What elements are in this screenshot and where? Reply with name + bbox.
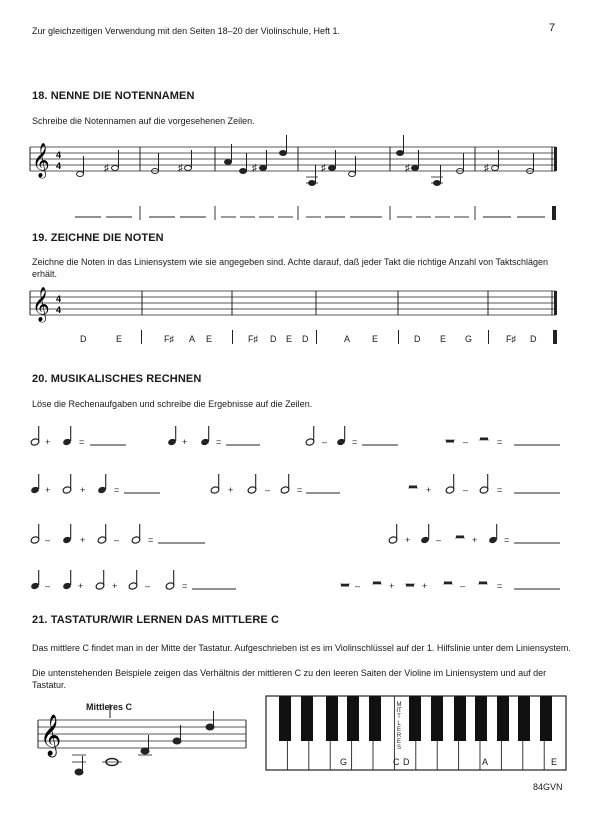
middle-c-staff	[0, 700, 260, 790]
key-label: C	[393, 757, 400, 767]
svg-text:=: =	[352, 437, 358, 447]
svg-text:–: –	[265, 485, 271, 495]
note-label: G	[465, 334, 473, 344]
svg-text:♯: ♯	[405, 163, 410, 174]
key-label: D	[403, 757, 410, 767]
section-21-paragraph-1: Das mittlere C findet man in der Mitte der Tastatur. Aufgeschrieben ist es im Violinschlüssel auf der 1. Hilfslinie unter dem Liniensystem.	[32, 643, 571, 653]
note-label: E	[440, 334, 447, 344]
piano-keyboard	[265, 695, 570, 773]
svg-text:–: –	[145, 581, 151, 591]
svg-text:♯: ♯	[252, 163, 257, 174]
key-label: G	[340, 757, 348, 767]
note-label: E	[372, 334, 379, 344]
svg-text:=: =	[182, 581, 188, 591]
note-label: E	[286, 334, 293, 344]
svg-text:=: =	[79, 437, 85, 447]
section-18-staff	[0, 130, 600, 225]
svg-text:–: –	[114, 535, 120, 545]
note-label: A	[344, 334, 351, 344]
svg-text:+: +	[182, 437, 188, 447]
svg-text:+: +	[472, 535, 478, 545]
svg-text:–: –	[460, 581, 466, 591]
middle-c-label: Mittleres C	[86, 702, 133, 712]
note-label: D	[270, 334, 277, 344]
svg-text:–: –	[436, 535, 442, 545]
svg-text:+: +	[389, 581, 395, 591]
note-label: F♯	[164, 334, 174, 344]
svg-text:+: +	[78, 581, 84, 591]
svg-text:–: –	[322, 437, 328, 447]
svg-text:–: –	[45, 535, 51, 545]
note-label: E	[116, 334, 123, 344]
section-18-title: 18. NENNE DIE NOTENNAMEN	[32, 90, 195, 102]
treble-clef-icon: 𝄞	[32, 288, 50, 321]
section-21-title: 21. TASTATUR/WIR LERNEN DAS MITTLERE C	[32, 614, 280, 626]
svg-text:+: +	[80, 485, 86, 495]
svg-text:4: 4	[56, 150, 62, 160]
footer-code: 84GVN	[533, 782, 563, 792]
note-label: D	[414, 334, 421, 344]
note-label: E	[206, 334, 213, 344]
svg-text:4: 4	[56, 161, 62, 171]
note-label: F♯	[248, 334, 258, 344]
svg-text:+: +	[80, 535, 86, 545]
section-20-instruction: Löse die Rechenaufgaben und schreibe die Ergebnisse auf die Zeilen.	[32, 399, 313, 409]
svg-text:4: 4	[56, 294, 62, 304]
svg-text:+: +	[405, 535, 411, 545]
section-19-staff	[0, 285, 600, 325]
svg-text:=: =	[504, 535, 510, 545]
svg-text:=: =	[216, 437, 222, 447]
svg-text:+: +	[45, 485, 51, 495]
note-label: D	[302, 334, 309, 344]
svg-text:=: =	[148, 535, 154, 545]
svg-text:♯: ♯	[321, 163, 326, 174]
svg-text:4: 4	[56, 305, 62, 315]
svg-text:–: –	[463, 437, 469, 447]
svg-text:=: =	[114, 485, 120, 495]
section-20-title: 20. MUSIKALISCHES RECHNEN	[32, 373, 202, 385]
note-label: D	[530, 334, 537, 344]
section-19-title: 19. ZEICHNE DIE NOTEN	[32, 232, 164, 244]
section-18-instruction: Schreibe die Notennamen auf die vorgesehenen Zeilen.	[32, 116, 255, 126]
key-label: E	[551, 757, 558, 767]
svg-text:–: –	[463, 485, 469, 495]
treble-clef-icon: 𝄞	[32, 144, 50, 177]
svg-text:♯: ♯	[484, 163, 489, 174]
note-label: A	[189, 334, 196, 344]
svg-text:–: –	[45, 581, 51, 591]
section-21-paragraph-2: Die untenstehenden Beispiele zeigen das Verhältnis der mittleren C zu den leeren Saiten der Violine im Liniensystem und auf der Tastatur.	[32, 668, 547, 690]
svg-text:+: +	[112, 581, 118, 591]
svg-text:♯: ♯	[104, 163, 109, 174]
note-label: F♯	[506, 334, 516, 344]
svg-text:+: +	[426, 485, 432, 495]
svg-text:=: =	[497, 581, 503, 591]
section-19-instruction: Zeichne die Noten in das Liniensystem wie sie angegeben sind. Achte darauf, daß jeder Takt die richtige Anzahl von Taktschlägen erhält.	[32, 257, 548, 279]
page-number: 7	[549, 22, 556, 34]
svg-text:+: +	[422, 581, 428, 591]
svg-text:+: +	[45, 437, 51, 447]
svg-text:♯: ♯	[178, 163, 183, 174]
svg-text:–: –	[355, 581, 361, 591]
treble-clef-icon: 𝄞	[40, 714, 62, 755]
svg-text:+: +	[228, 485, 234, 495]
svg-text:=: =	[497, 437, 503, 447]
svg-text:=: =	[297, 485, 303, 495]
note-label: D	[80, 334, 87, 344]
svg-text:=: =	[497, 485, 503, 495]
key-label: A	[482, 757, 489, 767]
rhythm-exercises	[0, 410, 600, 600]
header-reference: Zur gleichzeitigen Verwendung mit den Seiten 18–20 der Violinschule, Heft 1.	[32, 26, 341, 36]
keyboard-middle-label: MITTLERES	[396, 702, 402, 752]
